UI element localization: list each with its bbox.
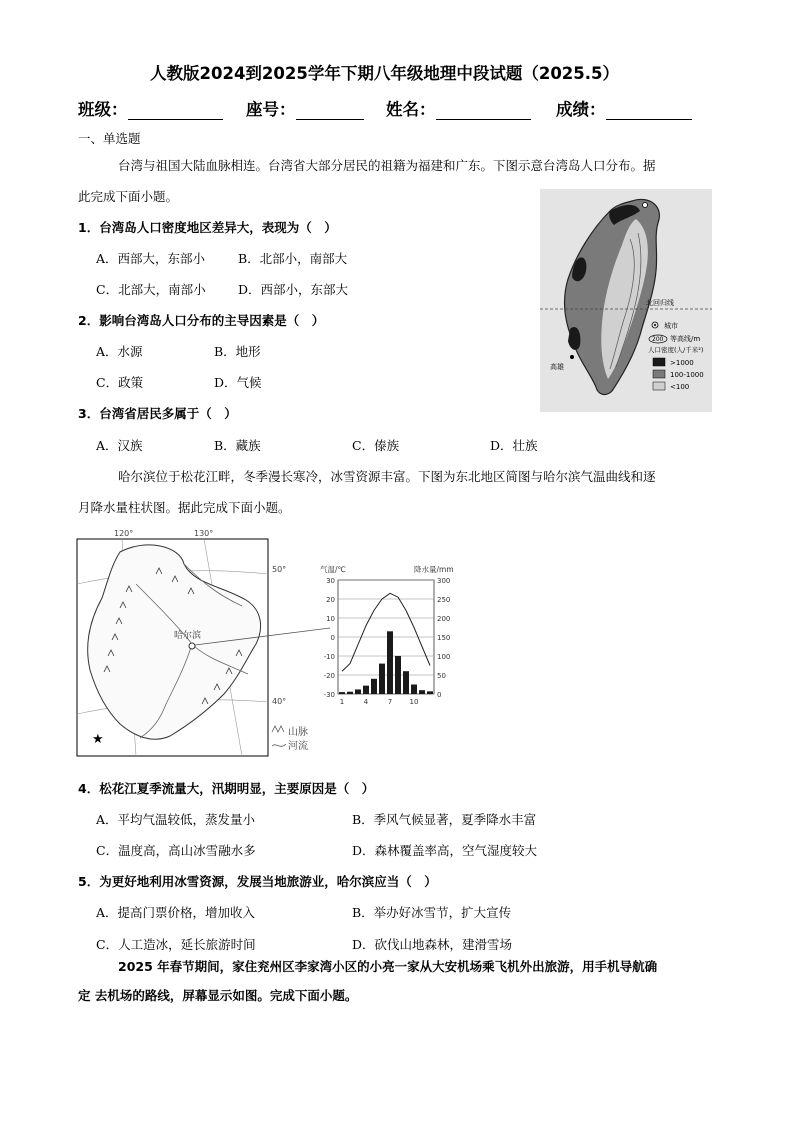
harbin-label: 哈尔滨: [174, 631, 202, 641]
precip-bar-month-7: [387, 631, 393, 694]
score-field: [556, 96, 692, 120]
q5-option-b[interactable]: B．举办好冰雪节，扩大宣传: [352, 905, 512, 920]
q2-option-d[interactable]: D．气候: [214, 375, 262, 390]
temp-tick-label: 20: [326, 596, 335, 604]
legend-contour-value: 200: [652, 336, 664, 343]
q3-option-d[interactable]: D．壮族: [490, 438, 538, 453]
q1-option-b[interactable]: B．北部小，南部大: [238, 251, 348, 266]
lon-label-120: 120°: [114, 529, 134, 538]
q1-stem: 1．台湾岛人口密度地区差异大，表现为（ ）: [78, 220, 337, 235]
legend-density-mid: 100-1000: [670, 371, 704, 379]
precip-tick-label: 300: [437, 577, 451, 585]
precip-tick-label: 50: [437, 672, 446, 680]
precip-bar-month-8: [395, 656, 401, 694]
temp-axis-label: 气温/℃: [320, 565, 346, 574]
precip-bar-month-11: [419, 690, 425, 694]
section-heading: 一、单选题: [78, 131, 141, 146]
precip-bar-month-6: [379, 664, 385, 694]
q3-option-a[interactable]: A．汉族: [96, 438, 143, 453]
q3-option-c[interactable]: C．傣族: [352, 438, 400, 453]
class-field: [78, 96, 223, 120]
temp-tick-label: 30: [326, 577, 335, 585]
q2-option-a[interactable]: A．水源: [96, 344, 143, 359]
q2-option-b[interactable]: B．地形: [214, 344, 261, 359]
harbin-climate-chart: [320, 564, 454, 706]
q2-option-c[interactable]: C．政策: [96, 375, 144, 390]
q4-option-c[interactable]: C．温度高，高山冰雪融水多: [96, 843, 256, 858]
precip-bar-month-4: [363, 686, 369, 694]
seat-blank[interactable]: [296, 101, 364, 120]
taiwan-population-map: [540, 189, 712, 412]
legend-density-title: 人口密度(人/千米²): [648, 346, 704, 354]
month-tick-label: 1: [339, 698, 345, 706]
lat-label-40: 40°: [272, 697, 287, 706]
temp-tick-label: -30: [323, 691, 335, 699]
kaohsiung-label: 高雄: [550, 363, 564, 371]
q1-option-a[interactable]: A．西部大，东部小: [96, 251, 206, 266]
lon-label-130: 130°: [194, 529, 214, 538]
precip-axis-label: 降水量/mm: [414, 565, 454, 574]
intro2-line2: 月降水量柱状图。据此完成下面小题。: [78, 500, 291, 515]
q4-option-b[interactable]: B．季风气候显著，夏季降水丰富: [352, 812, 537, 827]
page-title: 人教版2024到2025学年下期八年级地理中段试题（2025.5）: [150, 64, 620, 83]
temp-tick-label: -10: [323, 653, 335, 661]
precip-bar-month-1: [339, 692, 345, 694]
q2-stem: 2．影响台湾岛人口分布的主导因素是（ ）: [78, 313, 325, 328]
intro3-line1: 2025 年春节期间，家住兖州区李家湾小区的小亮一家从大安机场乘飞机外出旅游，用手机导航确: [118, 959, 658, 974]
q3-stem: 3．台湾省居民多属于（ ）: [78, 406, 237, 421]
intro2-line1: 哈尔滨位于松花江畔，冬季漫长寒冷，冰雪资源丰富。下图为东北地区简图与哈尔滨气温曲线和逐: [118, 469, 656, 484]
precip-bar-month-2: [347, 692, 353, 694]
precip-bar-month-12: [427, 691, 433, 694]
q5-option-d[interactable]: D．砍伐山地森林，建滑雪场: [352, 937, 513, 952]
q3-option-b[interactable]: B．藏族: [214, 438, 261, 453]
legend-river: 河流: [288, 741, 308, 752]
capital-star-icon: ★: [92, 732, 104, 747]
class-blank[interactable]: [128, 101, 223, 120]
harbin-marker: [189, 643, 195, 649]
legend-contour: 等高线/m: [670, 335, 701, 343]
q4-stem: 4．松花江夏季流量大，汛期明显，主要原因是（ ）: [78, 781, 375, 796]
temp-tick-label: 0: [330, 634, 335, 642]
q1-option-c[interactable]: C．北部大，南部小: [96, 282, 206, 297]
name-blank[interactable]: [436, 101, 531, 120]
q4-option-d[interactable]: D．森林覆盖率高，空气湿度较大: [352, 843, 538, 858]
temp-tick-label: -20: [323, 672, 335, 680]
score-label: 成绩：: [556, 100, 606, 119]
legend-density-low: <100: [670, 383, 690, 391]
precip-tick-label: 200: [437, 615, 451, 623]
precip-bar-month-9: [403, 671, 409, 694]
q4-option-a[interactable]: A．平均气温较低，蒸发量小: [96, 812, 256, 827]
precip-bar-month-10: [411, 685, 417, 695]
lat-label-50: 50°: [272, 565, 287, 574]
precip-tick-label: 150: [437, 634, 451, 642]
seat-label: 座号：: [246, 100, 296, 119]
precip-tick-label: 100: [437, 653, 451, 661]
month-tick-label: 10: [409, 698, 419, 706]
precip-bar-month-3: [355, 689, 361, 694]
legend-city: 城市: [664, 322, 678, 330]
legend-mountain: 山脉: [288, 727, 308, 738]
precip-tick-label: 250: [437, 596, 451, 604]
name-label: 姓名：: [386, 100, 436, 119]
intro1-line1: 台湾与祖国大陆血脉相连。台湾省大部分居民的祖籍为福建和广东。下图示意台湾岛人口分布。据: [118, 158, 656, 173]
precip-bar-month-5: [371, 679, 377, 694]
q5-stem: 5．为更好地利用冰雪资源，发展当地旅游业，哈尔滨应当（ ）: [78, 874, 437, 889]
tropic-label: 北回归线: [646, 299, 674, 307]
name-field: [386, 96, 531, 120]
class-label: 班级：: [78, 100, 128, 119]
precip-tick-label: 0: [437, 691, 442, 699]
score-blank[interactable]: [606, 101, 692, 120]
q1-option-d[interactable]: D．西部小，东部大: [238, 282, 349, 297]
q5-option-c[interactable]: C．人工造冰，延长旅游时间: [96, 937, 256, 952]
month-tick-label: 7: [387, 698, 393, 706]
q5-option-a[interactable]: A．提高门票价格，增加收入: [96, 905, 256, 920]
month-tick-label: 4: [363, 698, 369, 706]
intro1-line2: 此完成下面小题。: [78, 189, 179, 204]
legend-density-high: >1000: [670, 359, 694, 367]
temp-tick-label: 10: [326, 615, 335, 623]
northeast-map-figure: [76, 524, 468, 760]
intro3-line2: 定 去机场的路线，屏幕显示如图。完成下面小题。: [78, 988, 358, 1003]
seat-field: [246, 96, 364, 120]
